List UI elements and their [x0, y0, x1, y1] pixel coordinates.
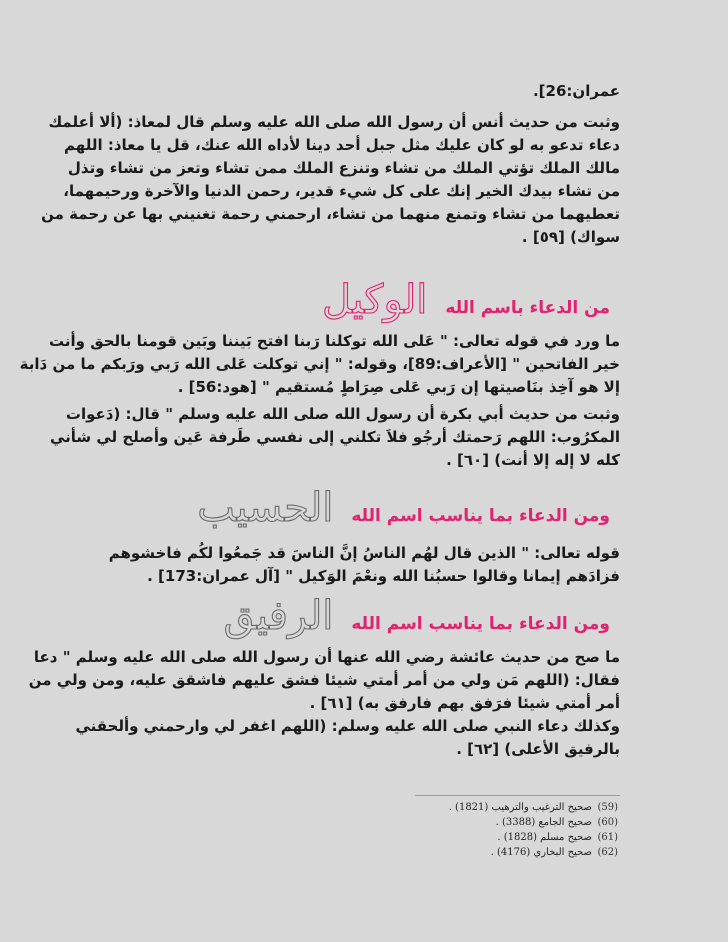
paragraph-anas-hadith [41, 80, 620, 249]
text-line: فزادَهم إيمانا وقالوا حسبُنا الله ونعْمَ الوَكيل " [آل عمران:173] . [147, 567, 620, 585]
section-heading-haseeb [197, 485, 610, 531]
footnote-number: (59) [597, 802, 618, 813]
text-line: أمر أمتي شيئا فرَفق بهم فارفق به) [٦١] . [309, 694, 620, 712]
text-line: مالك الملك تؤتي الملك من تشاء وتنزع الملك ممن تشاء وتعز من تشاء وتذل [67, 159, 620, 177]
footnote [418, 800, 618, 815]
text-line: ما صح من حديث عائشة رضي الله عنها أن رسول الله صلى الله عليه وسلم " دعا [33, 648, 620, 666]
paragraph-rafeeq [28, 646, 620, 761]
text-line: المكرُوب: اللهم رَحمتك أرجُو فلاَ تكلني إلى نفسي طَرفة عَين وأصلح لي شأني [49, 428, 620, 446]
footnote-divider [415, 795, 620, 796]
text-line: سواك) [٥٩] . [521, 228, 620, 246]
heading-name-decorative: الوكيل [322, 277, 428, 323]
footnote-text: صحيح الترغيب والترهيب (1821) . [448, 802, 592, 813]
footnote [418, 845, 618, 860]
footnote-number: (62) [597, 847, 618, 858]
text-line: دعاء تدعو به لو كان عليك مثل جبل أحد دينا لأداه الله عنك، قل يا معاذ: اللهم [64, 136, 620, 154]
text-line: تعطيهما من تشاء وتمنع منهما من تشاء، ارحمني رحمة تغنيني بها عن رحمة من [41, 205, 620, 223]
text-line: قوله تعالى: " الذين قال لهُم الناسُ إنَّ الناسَ قد جَمعُوا لكُم فاخشوهم [108, 544, 620, 562]
heading-name-decorative: الرفيق [223, 593, 334, 639]
heading-text: من الدعاء باسم الله [445, 298, 610, 318]
footnote-text: صحيح الجامع (3388) . [495, 817, 592, 828]
text-line: عمران:26]. [532, 82, 620, 100]
footnote-text: صحيح مسلم (1828) . [497, 832, 592, 843]
footnote-text: صحيح البخاري (4176) . [490, 847, 592, 858]
text-line: كله لا إله إلا أنت) [٦٠] . [446, 451, 620, 469]
text-line: ما ورد في قوله تعالى: " عَلى الله توكلنا رَبنا افتح بَيننا وبَين قومنا بالحق وأنت [49, 332, 620, 350]
section-heading-rafeeq [223, 593, 610, 639]
footnote-number: (61) [597, 832, 618, 843]
text-line: خير الفاتحين " [الأعراف:89]، وقوله: " إني توكلت عَلى الله رَبي ورَبكم ما من دَابة [19, 355, 620, 373]
section-heading-wakeel [322, 277, 610, 323]
text-line: وثبت من حديث أبي بكرة أن رسول الله صلى الله عليه وسلم " قال: (دَعوات [65, 405, 620, 423]
paragraph-wakeel [19, 330, 620, 472]
text-line: وكذلك دعاء النبي صلى الله عليه وسلم: (اللهم اغفر لي وارحمني وألحقني [75, 717, 620, 735]
footnotes [418, 800, 618, 860]
paragraph-haseeb [110, 542, 620, 588]
footnote [418, 815, 618, 830]
heading-text: ومن الدعاء بما يناسب اسم الله [351, 614, 610, 634]
text-line: من تشاء بيدك الخير إنك على كل شيء قدير، رحمن الدنيا والآخرة ورحيمهما، [63, 182, 620, 200]
heading-name-decorative: الحسيب [197, 485, 334, 531]
text-line: إلا هو آخِذ بنَاصيتها إن رَبي عَلى صِرَاطٍ مُستقيم " [هود:56] . [177, 378, 620, 396]
footnote [418, 830, 618, 845]
text-line: وثبت من حديث أنس أن رسول الله صلى الله عليه وسلم قال لمعاذ: (ألا أعلمك [48, 113, 620, 131]
text-line: فقال: (اللهم مَن ولي من أمر أمتي شيئا فشق عليهم فاشقق عليه، ومن ولي من [28, 671, 620, 689]
text-line: بالرفيق الأعلى) [٦٢] . [456, 740, 620, 758]
footnote-number: (60) [597, 817, 618, 828]
heading-text: ومن الدعاء بما يناسب اسم الله [351, 506, 610, 526]
